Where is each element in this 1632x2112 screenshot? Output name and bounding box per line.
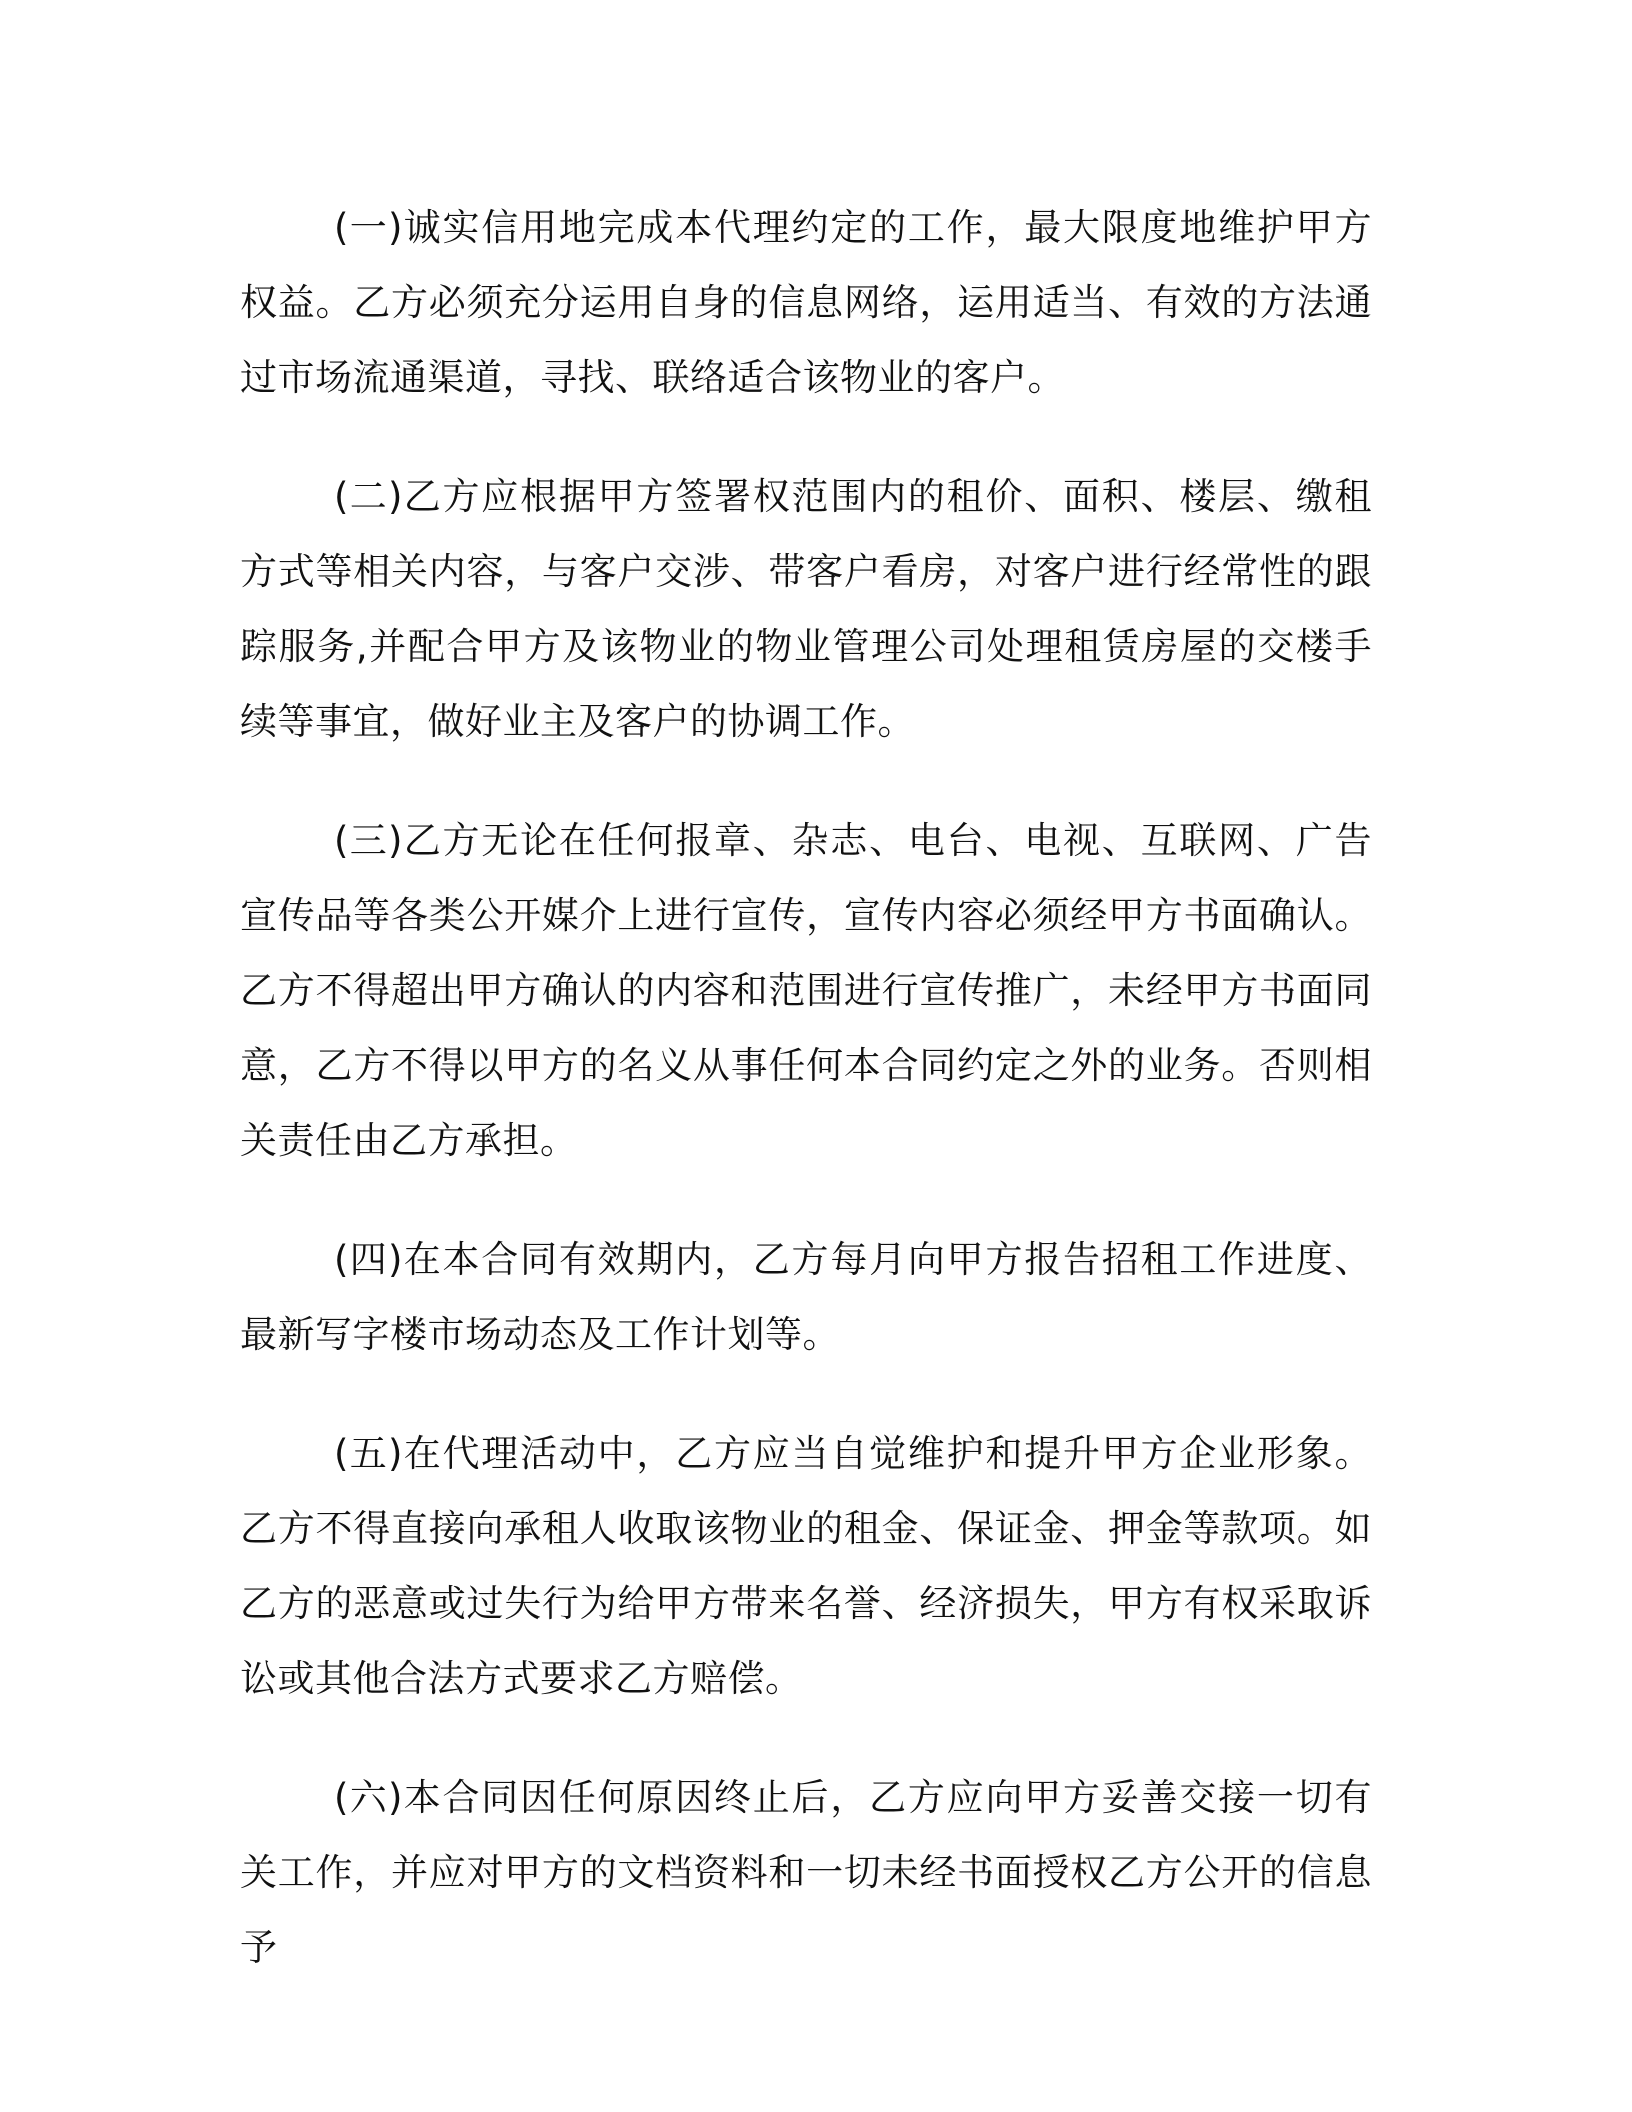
clause-6-text: 本合同因任何原因终止后，乙方应向甲方妥善交接一切有关工作，并应对甲方的文档资料和一切未经书面授权乙方公开的信息予 — [240, 1776, 1372, 1969]
clause-1-text: 诚实信用地完成本代理约定的工作，最大限度地维护甲方权益。乙方必须充分运用自身的信息网络，运用适当、有效的方法通过市场流通渠道，寻找、联络适合该物业的客户。 — [240, 206, 1372, 399]
document-body — [240, 190, 1372, 2029]
clause-6-number: (六) — [334, 1776, 403, 1819]
clause-2-number: (二) — [334, 475, 403, 518]
clause-4-text: 在本合同有效期内，乙方每月向甲方报告招租工作进度、最新写字楼市场动态及工作计划等。 — [240, 1238, 1372, 1356]
clause-2 — [240, 459, 1372, 759]
clause-4 — [240, 1222, 1372, 1372]
clause-3 — [240, 803, 1372, 1178]
clause-5-text: 在代理活动中，乙方应当自觉维护和提升甲方企业形象。乙方不得直接向承租人收取该物业的租金、保证金、押金等款项。如乙方的恶意或过失行为给甲方带来名誉、经济损失，甲方有权采取诉讼或其他合法方式要求乙方赔偿。 — [240, 1432, 1372, 1700]
clause-4-number: (四) — [334, 1238, 403, 1281]
clause-5-number: (五) — [334, 1432, 403, 1475]
clause-3-text: 乙方无论在任何报章、杂志、电台、电视、互联网、广告宣传品等各类公开媒介上进行宣传，宣传内容必须经甲方书面确认。乙方不得超出甲方确认的内容和范围进行宣传推广，未经甲方书面同意，乙方不得以甲方的名义从事任何本合同约定之外的业务。否则相关责任由乙方承担。 — [240, 819, 1372, 1162]
clause-5 — [240, 1416, 1372, 1716]
clause-1-number: (一) — [334, 206, 403, 249]
clause-2-text: 乙方应根据甲方签署权范围内的租价、面积、楼层、缴租方式等相关内容，与客户交涉、带客户看房，对客户进行经常性的跟踪服务,并配合甲方及该物业的物业管理公司处理租赁房屋的交楼手续等事宜，做好业主及客户的协调工作。 — [240, 475, 1372, 743]
clause-6 — [240, 1760, 1372, 1985]
clause-3-number: (三) — [334, 819, 403, 862]
clause-1 — [240, 190, 1372, 415]
